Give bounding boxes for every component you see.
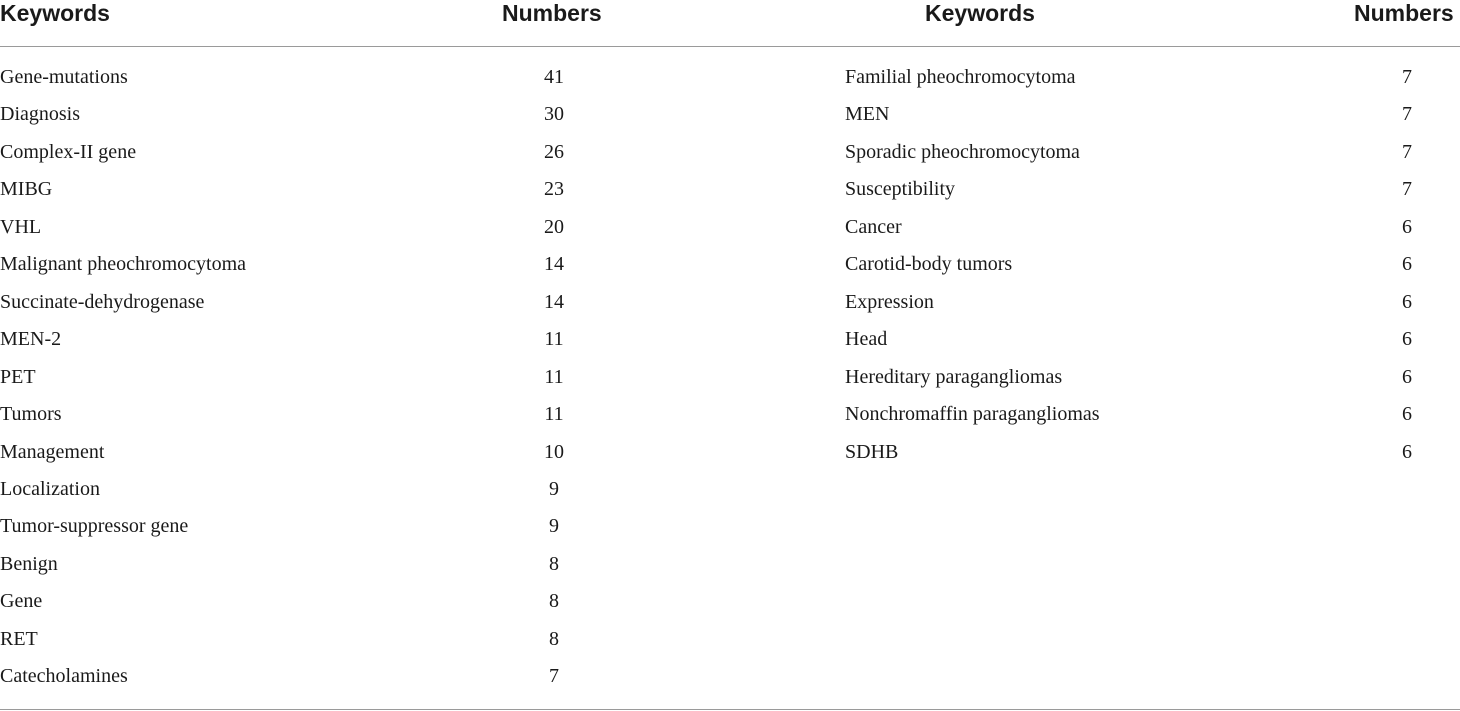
header-left-numbers: Numbers (502, 0, 602, 26)
table-row-number: 20 (544, 216, 564, 238)
table-row-number: 30 (544, 103, 564, 125)
table-row-keyword: Succinate-dehydrogenase (0, 291, 205, 313)
header-right-numbers: Numbers (1354, 0, 1454, 26)
table-row-keyword: Head (845, 328, 888, 350)
table-row-keyword: PET (0, 366, 36, 388)
table-row-keyword: Hereditary paragangliomas (845, 366, 1063, 388)
table-row-keyword: Complex-II gene (0, 141, 137, 163)
table-row-number: 7 (1402, 66, 1412, 88)
table-row-keyword: VHL (0, 216, 42, 238)
table-row-number: 7 (1402, 141, 1412, 163)
table-row-number: 6 (1402, 403, 1412, 425)
table-row-number: 7 (549, 665, 559, 687)
table-row-number: 8 (549, 553, 559, 575)
table-row-keyword: Catecholamines (0, 665, 128, 687)
header-divider (0, 46, 1460, 47)
table-row-keyword: Gene (0, 590, 43, 612)
table-row-keyword: Susceptibility (845, 178, 955, 200)
table-row-number: 8 (549, 628, 559, 650)
table-row-keyword: Carotid-body tumors (845, 253, 1013, 275)
table-row-keyword: Cancer (845, 216, 902, 238)
table-row-keyword: Familial pheochromocytoma (845, 66, 1076, 88)
table-row-keyword: Gene-mutations (0, 66, 128, 88)
table-row-number: 8 (549, 590, 559, 612)
table-row-keyword: Benign (0, 553, 58, 575)
table-row-number: 10 (544, 441, 564, 463)
table-row-keyword: Sporadic pheochromocytoma (845, 141, 1080, 163)
table-row-number: 6 (1402, 291, 1412, 313)
table-row-keyword: Management (0, 441, 105, 463)
table-row-number: 6 (1402, 216, 1412, 238)
table-row-number: 9 (549, 515, 559, 537)
table-row-number: 7 (1402, 103, 1412, 125)
table-row-keyword: Expression (845, 291, 934, 313)
table-row-keyword: Malignant pheochromocytoma (0, 253, 247, 275)
table-row-number: 14 (544, 291, 564, 313)
table-row-number: 7 (1402, 178, 1412, 200)
table-row-number: 6 (1402, 328, 1412, 350)
table-row-number: 11 (544, 403, 564, 425)
header-left-keywords: Keywords (0, 0, 110, 26)
table-row-number: 6 (1402, 441, 1412, 463)
table-row-number: 14 (544, 253, 564, 275)
table-row-number: 9 (549, 478, 559, 500)
table-row-keyword: Localization (0, 478, 100, 500)
table-row-keyword: SDHB (845, 441, 899, 463)
header-right-keywords: Keywords (925, 0, 1035, 26)
table-row-number: 11 (544, 328, 564, 350)
table-row-keyword: MEN-2 (0, 328, 62, 350)
table-row-keyword: MIBG (0, 178, 53, 200)
table-row-number: 23 (544, 178, 564, 200)
table-row-keyword: Diagnosis (0, 103, 80, 125)
table-row-keyword: RET (0, 628, 38, 650)
table-row-number: 11 (544, 366, 564, 388)
table-row-number: 6 (1402, 366, 1412, 388)
table-row-keyword: Tumor-suppressor gene (0, 515, 189, 537)
table-bottom-divider (0, 709, 1460, 710)
table-row-keyword: MEN (845, 103, 890, 125)
table-row-number: 41 (544, 66, 564, 88)
table-row-keyword: Nonchromaffin paragangliomas (845, 403, 1100, 425)
table-row-number: 6 (1402, 253, 1412, 275)
table-row-number: 26 (544, 141, 564, 163)
table-row-keyword: Tumors (0, 403, 62, 425)
